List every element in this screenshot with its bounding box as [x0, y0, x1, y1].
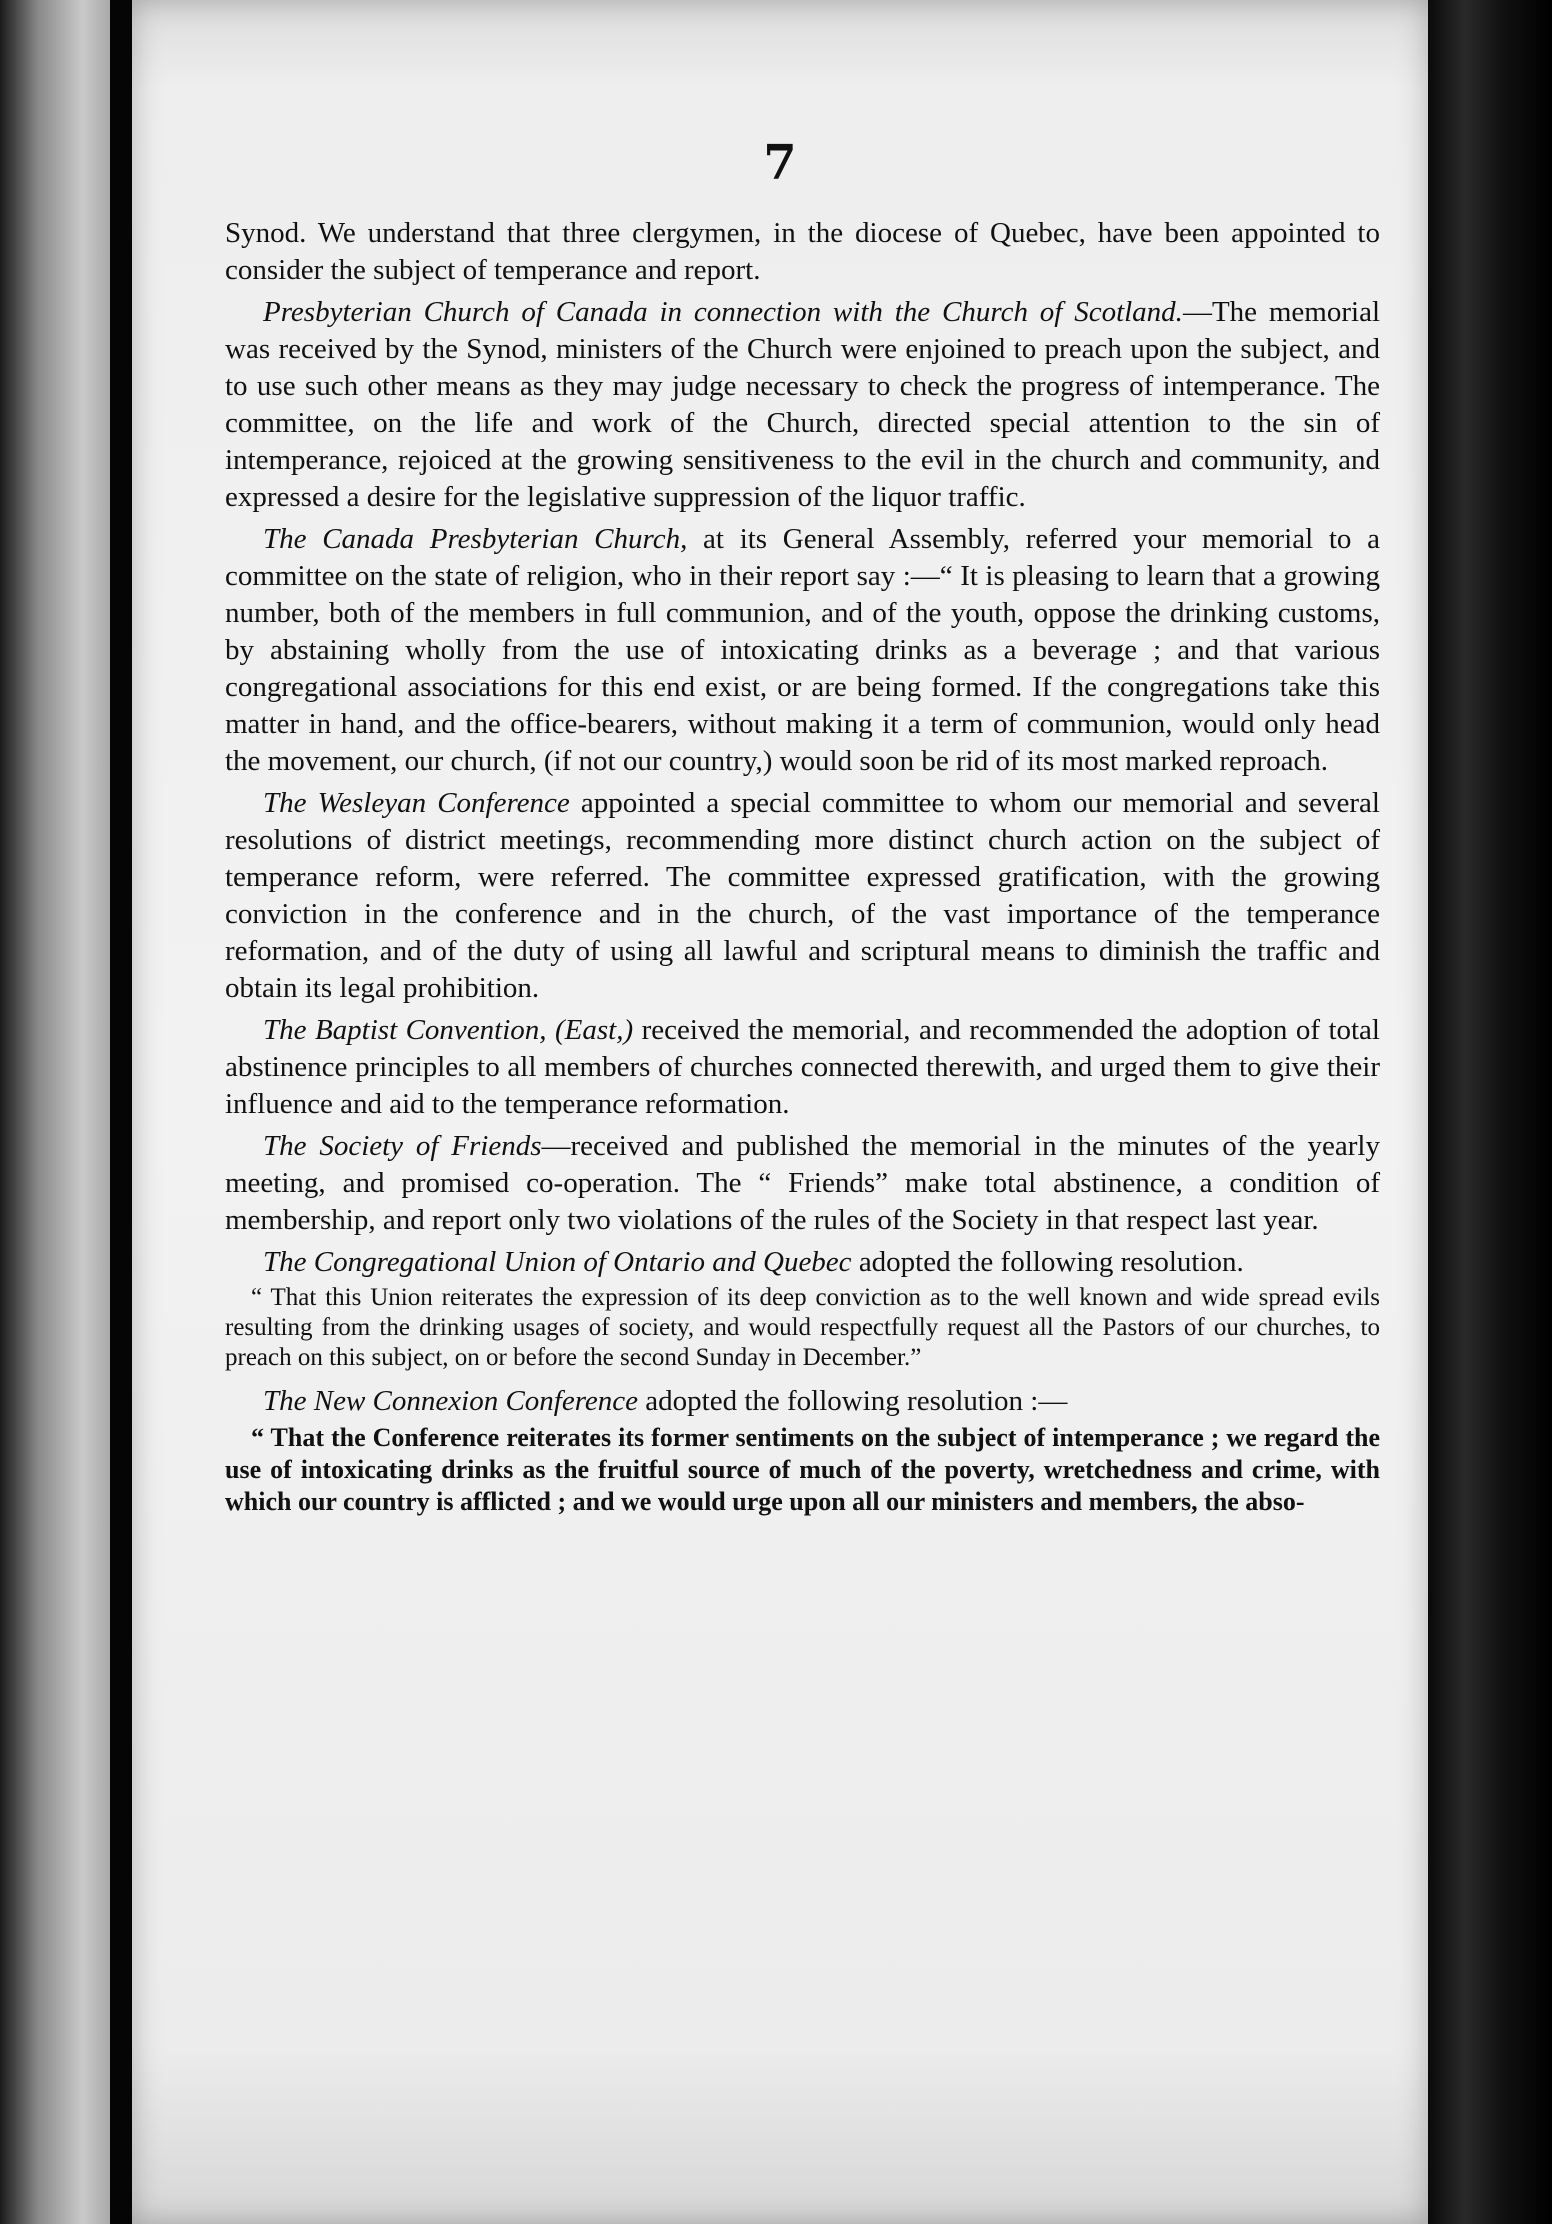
paragraph-new-connexion: [225, 1383, 1380, 1420]
quote-text: “ That this Union reiterates the expression of its deep conviction as to the well known and wide spread evils resulting from the drinking usages of society, and would respectfully request all the Pastors of our churches, to preach on this subject, on or before the second Sunday in December.”: [225, 1284, 1380, 1371]
paragraph-wesleyan: [225, 785, 1380, 1007]
paragraph-heading: The New Connexion Conference: [263, 1385, 639, 1417]
paragraph-presbyterian-scotland: [225, 294, 1380, 516]
book-page: [132, 0, 1428, 2224]
paragraph-congregational: [225, 1244, 1380, 1281]
book-binding-edge: [1428, 0, 1552, 2224]
paragraph-text: appointed a special committee to whom our memorial and several resolutions of district meetings, recommending more distinct church action on the subject of temperance reform, were referred. The committee expressed gratification, with the growing conviction in the conference and in the church, of the vast importance of the temperance reformation, and of the duty of using all lawful and scriptural means to diminish the traffic and obtain its legal prohibition.: [225, 787, 1380, 1004]
quote-text: “ That the Conference reiterates its former sentiments on the subject of intemperance ; we regard the use of intoxicating drinks as the fruitful source of much of the poverty, wretchedness and crime, with which our country is afflicted ; and we would urge upon all our ministers and members, the abso-: [225, 1423, 1380, 1516]
paragraph-heading: The Baptist Convention, (East,): [263, 1014, 634, 1046]
page-gutter: [110, 0, 132, 2224]
page-number: 7: [763, 135, 797, 191]
paragraph-heading: The Society of Friends: [263, 1130, 542, 1162]
paragraph-canada-presbyterian: [225, 521, 1380, 780]
paragraph-text: at its General Assembly, referred your memorial to a committee on the state of religion, who in their report say :—“ It is pleasing to learn that a growing number, both of the members in full communion, and of the youth, oppose the drinking customs, by abstaining wholly from the use of intoxicating drinks as a beverage ; and that various congregational associations for this end exist, or are being formed. If the congregations take this matter in hand, and the office-bearers, without making it a term of communion, would only head the movement, our church, (if not our country,) would soon be rid of its most marked reproach.: [225, 523, 1381, 777]
paragraph-text: —received and published the memorial in the minutes of the yearly meeting, and promised co-operation. The “ Friends” make total abstinence, a condition of membership, and report only two violations of the rules of the Society in that respect last year.: [225, 1130, 1380, 1236]
paragraph-friends: [225, 1128, 1380, 1239]
paragraph-heading: The Wesleyan Conference: [263, 787, 570, 819]
paragraph-heading: Presbyterian Church of Canada in connection with the Church of Scotland.: [263, 296, 1183, 328]
page-body-text: [225, 215, 1380, 1518]
quote-congregational: [225, 1283, 1380, 1373]
quote-new-connexion: [225, 1422, 1380, 1518]
paragraph-baptist: [225, 1012, 1380, 1123]
paragraph-text: Synod. We understand that three clergymen, in the diocese of Quebec, have been appointed to consider the subject of temperance and report.: [225, 217, 1380, 286]
paragraph-text: —The memorial was received by the Synod, ministers of the Church were enjoined to preach upon the subject, and to use such other means as they may judge necessary to check the progress of intemperance. The committee, on the life and work of the Church, directed special attention to the sin of intemperance, rejoiced at the growing sensitiveness to the evil in the church and community, and expressed a desire for the legislative suppression of the liquor traffic.: [225, 296, 1381, 513]
paragraph-text: adopted the following resolution.: [851, 1246, 1244, 1278]
facing-page-edge: [0, 0, 110, 2224]
paragraph-heading: The Canada Presbyterian Church,: [263, 523, 688, 555]
paragraph-text: adopted the following resolution :—: [638, 1385, 1068, 1417]
paragraph-synod-continuation: [225, 215, 1380, 289]
paragraph-text: received the memorial, and recommended the adoption of total abstinence principles to all members of churches connected therewith, and urged them to give their influence and aid to the temperance reformation.: [225, 1014, 1380, 1120]
paragraph-heading: The Congregational Union of Ontario and Quebec: [263, 1246, 852, 1278]
